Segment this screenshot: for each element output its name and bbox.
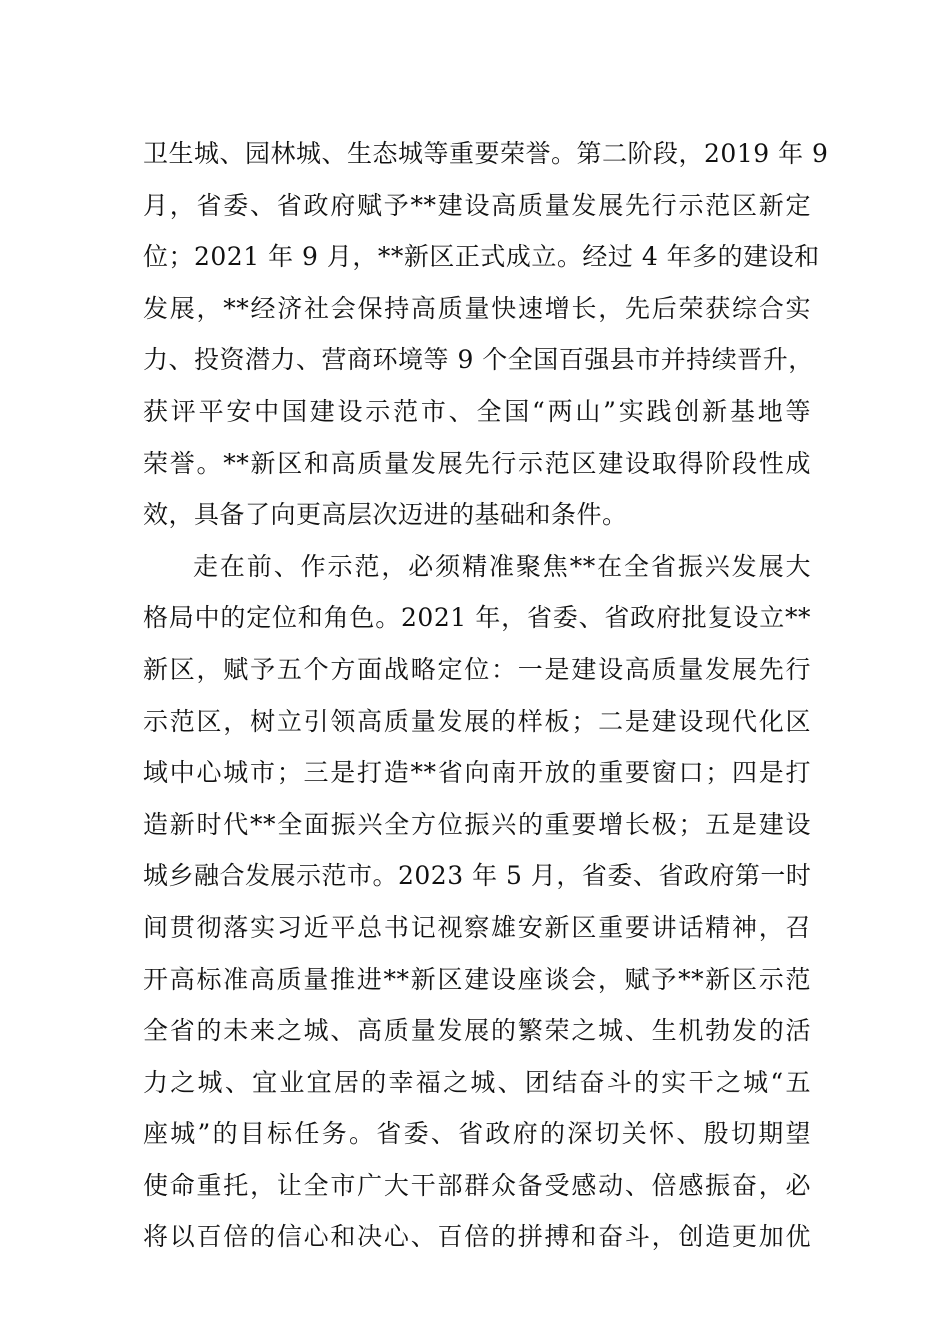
paragraph-2 [143, 541, 811, 1263]
text-line: 月，省委、省政府赋予**建设高质量发展先行示范区新定 [143, 190, 811, 220]
text-line: 走在前、作示范，必须精准聚焦**在全省振兴发展大 [193, 551, 811, 581]
text-line: 示范区，树立引领高质量发展的样板；二是建设现代化区 [143, 706, 811, 736]
text-line: 效，具备了向更高层次迈进的基础和条件。 [143, 500, 628, 530]
text-line: 域中心城市；三是打造**省向南开放的重要窗口；四是打 [143, 758, 811, 788]
text-line: 将以百倍的信心和决心、百倍的拼搏和奋斗，创造更加优 [143, 1222, 811, 1252]
text-line: 力之城、宜业宜居的幸福之城、团结奋斗的实干之城“五 [143, 1067, 811, 1097]
text-line: 城乡融合发展示范市。2023 年 5 月，省委、省政府第一时 [143, 861, 812, 891]
text-line: 开高标准高质量推进**新区建设座谈会，赋予**新区示范 [143, 964, 811, 994]
text-line: 新区，赋予五个方面战略定位：一是建设高质量发展先行 [143, 654, 811, 684]
text-line: 全省的未来之城、高质量发展的繁荣之城、生机勃发的活 [143, 1016, 811, 1046]
text-line: 获评平安中国建设示范市、全国“两山”实践创新基地等 [143, 396, 811, 426]
text-line: 格局中的定位和角色。2021 年，省委、省政府批复设立** [143, 603, 811, 633]
text-line: 使命重托，让全市广大干部群众备受感动、倍感振奋，必 [143, 1170, 811, 1200]
text-line: 发展，**经济社会保持高质量快速增长，先后荣获综合实 [143, 293, 811, 323]
text-line: 座城”的目标任务。省委、省政府的深切关怀、殷切期望 [143, 1119, 811, 1149]
body-text [143, 128, 829, 1263]
text-line: 间贯彻落实习近平总书记视察雄安新区重要讲话精神，召 [143, 912, 811, 942]
text-line: 造新时代**全面振兴全方位振兴的重要增长极；五是建设 [143, 809, 811, 839]
text-line: 位；2021 年 9 月，**新区正式成立。经过 4 年多的建设和 [143, 242, 820, 272]
text-line: 力、投资潜力、营商环境等 9 个全国百强县市并持续晋升， [143, 345, 814, 375]
text-line: 荣誉。**新区和高质量发展先行示范区建设取得阶段性成 [143, 448, 811, 478]
paragraph-1 [143, 128, 829, 541]
text-line: 卫生城、园林城、生态城等重要荣誉。第二阶段，2019 年 9 [143, 139, 829, 168]
